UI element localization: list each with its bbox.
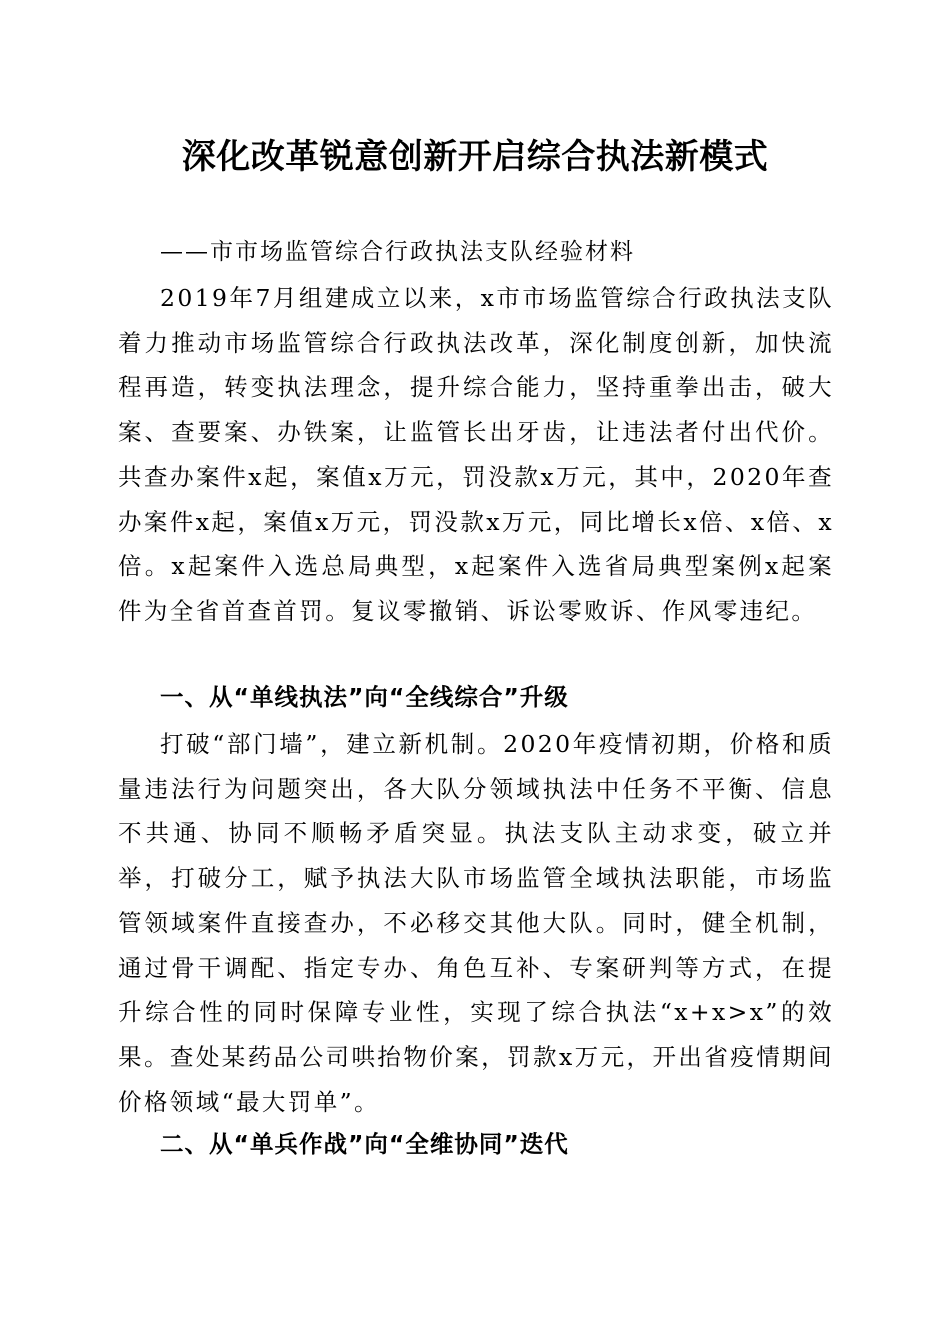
section-heading-2: 二、从“单兵作战”向“全维协同”迭代	[160, 1130, 569, 1158]
document-subtitle: ——市市场监管综合行政执法支队经验材料	[160, 239, 635, 265]
document-title: 深化改革锐意创新开启综合执法新模式	[181, 137, 769, 177]
intro-paragraph: 2019年7月组建成立以来，x市市场监管综合行政执法支队着力推动市场监管综合行政执法改革，深化制度创新，加快流程再造，转变执法理念，提升综合能力，坚持重拳出击，破大案、查要案、办铁案，让监管长出牙齿，让违法者付出代价。共查办案件x起，案值x万元，罚没款x万元，其中，2020年查办案件x起，案值x万元，罚没款x万元，同比增长x倍、x倍、x倍。x起案件入选总局典型，x起案件入选省局典型案例x起案件为全省首查首罚。复议零撤销、诉讼零败诉、作风零违纪。	[118, 284, 834, 625]
section-heading-1: 一、从“单线执法”向“全线综合”升级	[160, 683, 569, 711]
section-1-paragraph: 打破“部门墙”，建立新机制。2020年疫情初期，价格和质量违法行为问题突出，各大队分领域执法中任务不平衡、信息不共通、协同不顺畅矛盾突显。执法支队主动求变，破立并举，打破分工，赋予执法大队市场监管全域执法职能，市场监管领域案件直接查办，不必移交其他大队。同时，健全机制，通过骨干调配、指定专办、角色互补、专案研判等方式，在提升综合性的同时保障专业性，实现了综合执法“x+x>x”的效果。查处某药品公司哄抬物价案，罚款x万元，开出省疫情期间价格领域“最大罚单”。	[118, 730, 834, 1116]
